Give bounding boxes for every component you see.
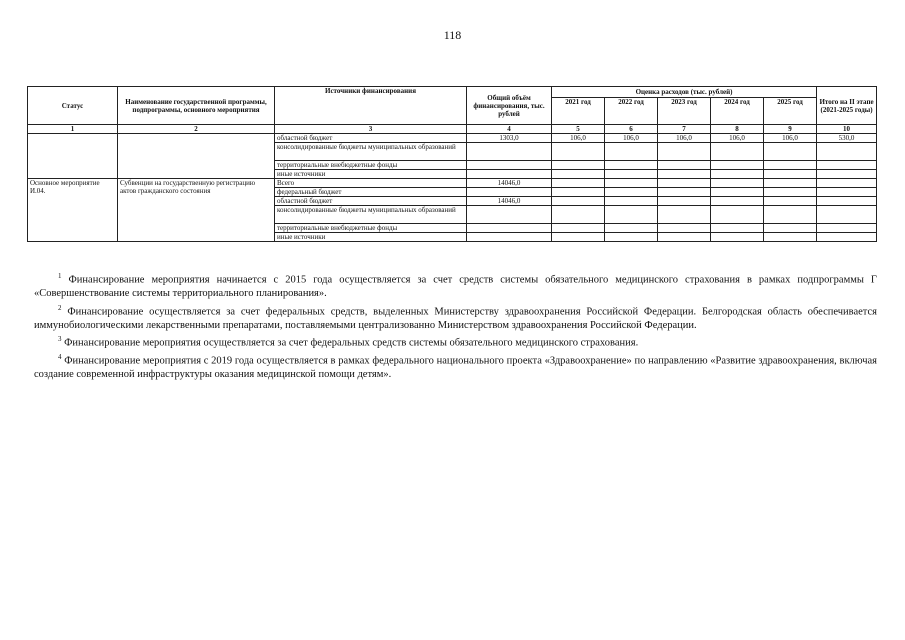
stage-total-value — [817, 170, 877, 179]
year-value — [552, 188, 605, 197]
header-estimate-group: Оценка расходов (тыс. рублей) — [552, 87, 817, 98]
funding-source: областной бюджет — [275, 134, 467, 143]
footnote-mark: 3 — [58, 335, 62, 343]
stage-total-value — [817, 179, 877, 188]
year-value — [605, 206, 658, 224]
funding-source: федеральный бюджет — [275, 188, 467, 197]
footnote-mark: 4 — [58, 353, 62, 361]
row-name — [118, 134, 275, 179]
footnote-text: Финансирование осуществляется за счет федеральных средств, выделенных Министерству здравоохранения Российской Федерации. Белгородская область обеспечивается иммунобиологическими лекарственными препаратами, поставляемыми централизованно Министерством здравоохранения Российской Федерации. — [34, 306, 878, 331]
stage-total-value: 530,0 — [817, 134, 877, 143]
row-status: Основное мероприятие И.04. — [28, 179, 118, 242]
header-year: 2021 год — [552, 98, 605, 125]
year-value — [605, 161, 658, 170]
column-number: 7 — [658, 125, 711, 134]
year-value — [711, 197, 764, 206]
column-number: 6 — [605, 125, 658, 134]
year-value — [711, 179, 764, 188]
total-value — [467, 170, 552, 179]
year-value — [764, 143, 817, 161]
year-value — [764, 188, 817, 197]
stage-total-value — [817, 224, 877, 233]
total-value — [467, 143, 552, 161]
year-value: 106,0 — [552, 134, 605, 143]
header-year: 2025 год — [764, 98, 817, 125]
year-value — [658, 143, 711, 161]
stage-total-value — [817, 197, 877, 206]
year-value — [552, 206, 605, 224]
header-total: Общий объём финансирования, тыс. рублей — [467, 87, 552, 125]
funding-source: территориальные внебюджетные фонды — [275, 224, 467, 233]
total-value: 1303,0 — [467, 134, 552, 143]
footnote-text: Финансирование мероприятия осуществляется за счет федеральных средств системы обязательного медицинского страхования. — [64, 337, 639, 349]
header-sources: Источники финансирования — [275, 87, 467, 125]
year-value — [711, 188, 764, 197]
column-number: 4 — [467, 125, 552, 134]
table-row — [28, 134, 877, 143]
funding-source: иные источники — [275, 233, 467, 242]
page-number: 118 — [443, 28, 462, 42]
year-value — [658, 233, 711, 242]
year-value — [764, 206, 817, 224]
column-number: 8 — [711, 125, 764, 134]
year-value — [711, 224, 764, 233]
row-status — [28, 134, 118, 179]
footnote-text: Финансирование мероприятия начинается с 2015 года осуществляется за счет средств системы обязательного медицинского страхования в рамках подпрограммы Г «Совершенствование системы территориального планирования». — [34, 274, 877, 299]
column-number: 10 — [817, 125, 877, 134]
year-value — [552, 197, 605, 206]
year-value — [552, 179, 605, 188]
year-value — [658, 224, 711, 233]
funding-source: консолидированные бюджеты муниципальных образований — [275, 206, 467, 224]
year-value — [552, 161, 605, 170]
total-value: 14046,0 — [467, 179, 552, 188]
year-value — [711, 143, 764, 161]
funding-source: Всего — [275, 179, 467, 188]
header-year: 2023 год — [658, 98, 711, 125]
stage-total-value — [817, 161, 877, 170]
stage-total-value — [817, 206, 877, 224]
year-value — [605, 224, 658, 233]
footnote-text: Финансирование мероприятия с 2019 года осуществляется в рамках федерального национального проекта «Здравоохранение» по направлению «Развитие здравоохранения, включая создание современной инфраструктуры оказания медицинской помощи детям». — [34, 355, 878, 380]
footnote — [34, 351, 877, 382]
column-number-row — [28, 125, 877, 134]
year-value — [711, 170, 764, 179]
year-value — [711, 161, 764, 170]
year-value — [605, 188, 658, 197]
funding-source: территориальные внебюджетные фонды — [275, 161, 467, 170]
footnote-mark: 1 — [58, 272, 62, 280]
footnote-mark: 2 — [58, 303, 62, 312]
year-value — [605, 179, 658, 188]
total-value — [467, 188, 552, 197]
stage-total-value — [817, 143, 877, 161]
year-value — [764, 161, 817, 170]
stage-total-value — [817, 188, 877, 197]
row-name: Субвенции на государственную регистрацию актов гражданского состояния — [118, 179, 275, 242]
year-value — [658, 170, 711, 179]
year-value — [711, 206, 764, 224]
column-number: 9 — [764, 125, 817, 134]
year-value — [764, 233, 817, 242]
total-value: 14046,0 — [467, 197, 552, 206]
year-value — [605, 197, 658, 206]
footnotes — [34, 270, 877, 383]
table-row — [28, 179, 877, 188]
header-name: Наименование государственной программы, подпрограммы, основного мероприятия — [118, 87, 275, 125]
year-value — [605, 143, 658, 161]
total-value — [467, 233, 552, 242]
header-status: Статус — [28, 87, 118, 125]
year-value — [658, 179, 711, 188]
budget-table — [27, 86, 877, 242]
column-number: 1 — [28, 125, 118, 134]
year-value — [764, 197, 817, 206]
year-value — [658, 197, 711, 206]
column-number: 2 — [118, 125, 275, 134]
funding-source: консолидированные бюджеты муниципальных образований — [275, 143, 467, 161]
year-value — [764, 179, 817, 188]
total-value — [467, 161, 552, 170]
year-value — [552, 143, 605, 161]
year-value — [658, 188, 711, 197]
year-value — [552, 233, 605, 242]
total-value — [467, 224, 552, 233]
year-value — [658, 206, 711, 224]
header-year: 2022 год — [605, 98, 658, 125]
footnote — [34, 333, 877, 350]
year-value: 106,0 — [605, 134, 658, 143]
year-value — [764, 170, 817, 179]
footnote — [34, 302, 877, 333]
year-value — [764, 224, 817, 233]
column-number: 5 — [552, 125, 605, 134]
year-value — [552, 224, 605, 233]
year-value: 106,0 — [658, 134, 711, 143]
year-value — [711, 233, 764, 242]
year-value — [605, 233, 658, 242]
funding-source: иные источники — [275, 170, 467, 179]
total-value — [467, 206, 552, 224]
footnote — [34, 270, 877, 301]
year-value — [605, 170, 658, 179]
column-number: 3 — [275, 125, 467, 134]
header-year: 2024 год — [711, 98, 764, 125]
stage-total-value — [817, 233, 877, 242]
header-stage-total: Итого на II этапе (2021-2025 годы) — [817, 87, 877, 125]
year-value: 106,0 — [711, 134, 764, 143]
funding-source: областной бюджет — [275, 197, 467, 206]
year-value: 106,0 — [764, 134, 817, 143]
year-value — [552, 170, 605, 179]
year-value — [658, 161, 711, 170]
